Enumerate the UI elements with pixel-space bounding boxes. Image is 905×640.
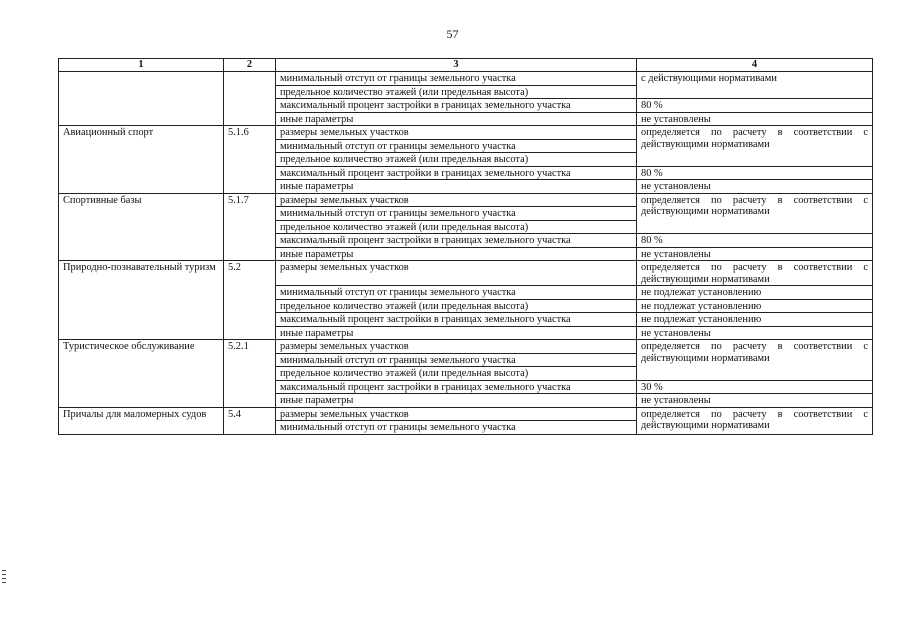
parameter-name: предельное количество этажей (или предельная высота) — [276, 367, 637, 381]
use-type-name: Авиационный спорт — [59, 126, 224, 194]
parameter-name: размеры земельных участков — [276, 340, 637, 354]
table-row — [59, 72, 873, 86]
table-row — [59, 193, 873, 207]
parameter-value: 80 % — [637, 234, 873, 248]
use-type-name: Природно-познавательный туризм — [59, 261, 224, 340]
parameter-name: размеры земельных участков — [276, 126, 637, 140]
parameter-value: не установлены — [637, 180, 873, 194]
use-type-code: 5.2 — [224, 261, 276, 340]
parameter-value: определяется по расчету в соответствии с действующими нормативами — [637, 193, 873, 234]
page-number: 57 — [446, 27, 459, 41]
parameter-name: предельное количество этажей (или предельная высота) — [276, 85, 637, 99]
parameter-value: не установлены — [637, 112, 873, 126]
parameter-value: не установлены — [637, 394, 873, 408]
table-row — [59, 340, 873, 354]
parameter-name: иные параметры — [276, 326, 637, 340]
parameter-name: иные параметры — [276, 112, 637, 126]
column-header-4: 4 — [637, 59, 873, 72]
parameter-name: максимальный процент застройки в границах земельного участка — [276, 380, 637, 394]
table-row — [59, 261, 873, 286]
parameter-name: максимальный процент застройки в границах земельного участка — [276, 234, 637, 248]
parameter-name: предельное количество этажей (или предельная высота) — [276, 299, 637, 313]
parameter-value: определяется по расчету в соответствии с действующими нормативами — [637, 340, 873, 381]
parameter-value: 30 % — [637, 380, 873, 394]
use-type-code: 5.4 — [224, 407, 276, 434]
parameter-name: минимальный отступ от границы земельного участка — [276, 286, 637, 300]
parameter-value: определяется по расчету в соответствии с действующими нормативами — [637, 407, 873, 434]
use-type-code: 5.1.6 — [224, 126, 276, 194]
parameter-value: не подлежат установлению — [637, 299, 873, 313]
use-type-code — [224, 72, 276, 126]
parameter-name: предельное количество этажей (или предельная высота) — [276, 220, 637, 234]
parameter-name: максимальный процент застройки в границах земельного участка — [276, 99, 637, 113]
parameter-name: размеры земельных участков — [276, 193, 637, 207]
use-type-name: Причалы для маломерных судов — [59, 407, 224, 434]
parameter-name: минимальный отступ от границы земельного участка — [276, 353, 637, 367]
use-type-name: Туристическое обслуживание — [59, 340, 224, 408]
parameter-name: максимальный процент застройки в границах земельного участка — [276, 166, 637, 180]
use-type-code: 5.1.7 — [224, 193, 276, 261]
parameter-name: предельное количество этажей (или предельная высота) — [276, 153, 637, 167]
parameter-value: не установлены — [637, 247, 873, 261]
use-type-code: 5.2.1 — [224, 340, 276, 408]
parameter-value: с действующими нормативами — [637, 72, 873, 99]
parameter-name: минимальный отступ от границы земельного участка — [276, 72, 637, 86]
use-type-name: Спортивные базы — [59, 193, 224, 261]
parameter-name: иные параметры — [276, 394, 637, 408]
use-type-name — [59, 72, 224, 126]
parameter-name: минимальный отступ от границы земельного участка — [276, 139, 637, 153]
parameter-name: минимальный отступ от границы земельного участка — [276, 207, 637, 221]
parameter-value: определяется по расчету в соответствии с действующими нормативами — [637, 261, 873, 286]
table-row — [59, 407, 873, 421]
parameter-value: не подлежат установлению — [637, 313, 873, 327]
parameter-name: размеры земельных участков — [276, 407, 637, 421]
table-header-row — [59, 59, 873, 72]
column-header-2: 2 — [224, 59, 276, 72]
parameter-name: минимальный отступ от границы земельного участка — [276, 421, 637, 435]
parameter-name: иные параметры — [276, 247, 637, 261]
parameter-name: размеры земельных участков — [276, 261, 637, 286]
parameter-value: не подлежат установлению — [637, 286, 873, 300]
parameter-name: максимальный процент застройки в границах земельного участка — [276, 313, 637, 327]
table-row — [59, 126, 873, 140]
table-body — [59, 72, 873, 435]
column-header-3: 3 — [276, 59, 637, 72]
parameter-value: определяется по расчету в соответствии с действующими нормативами — [637, 126, 873, 167]
parameter-value: не установлены — [637, 326, 873, 340]
margin-marks — [2, 570, 6, 586]
column-header-1: 1 — [59, 59, 224, 72]
parameter-value: 80 % — [637, 99, 873, 113]
parameter-value: 80 % — [637, 166, 873, 180]
regulations-table — [58, 58, 873, 435]
parameter-name: иные параметры — [276, 180, 637, 194]
